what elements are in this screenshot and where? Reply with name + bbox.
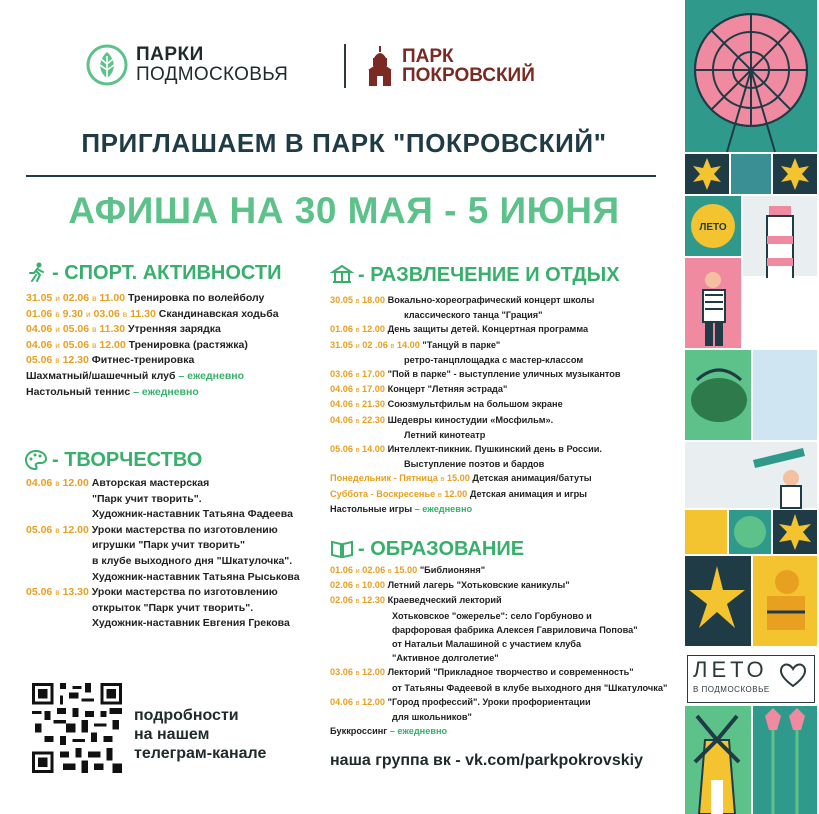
carousel-icon: [330, 263, 354, 287]
sport-list-item: [26, 338, 279, 354]
tg-line3: телеграм-канале: [134, 745, 267, 762]
event-text: "Город профессий". Уроки профориентации: [385, 696, 591, 707]
event-text: от Натальи Малашиной с участием клуба: [392, 639, 582, 650]
event-text: Тренировка (растяжка): [125, 338, 248, 351]
fun-list-item: [330, 428, 621, 442]
event-date: 02.06 в 12.30: [330, 595, 386, 606]
logo2-line1: ПАРК: [402, 46, 454, 67]
event-date: 03.06 в 17.00: [330, 369, 386, 380]
event-date: Понедельник - Пятница в 15.00: [330, 473, 470, 484]
fun-list-item: [330, 322, 621, 337]
event-date: 04.06 и 05.06 в 11.30: [26, 323, 126, 336]
sport-list-item: [26, 385, 279, 401]
edu-list-item: [330, 578, 667, 593]
event-text: Летний лагерь "Хотьковские каникулы": [385, 580, 570, 591]
event-text: Художник-наставник Татьяна Фадеева: [92, 508, 293, 521]
event-text: День защиты детей. Концертная программа: [385, 324, 589, 335]
parki-podmoskovya-logo: [86, 44, 288, 86]
event-text: Детская анимация и игры: [467, 488, 588, 499]
section-sport-title: [24, 261, 281, 285]
edu-list: [330, 563, 667, 738]
edu-list-item: [330, 710, 667, 724]
event-text: "Парк учит творить".: [92, 492, 202, 505]
fun-list-item: [330, 487, 621, 502]
fun-list-item: [330, 457, 621, 471]
fun-list-item: [330, 338, 621, 353]
park-pokrovskiy-logo: [364, 44, 535, 88]
fun-list-item: [330, 382, 621, 397]
sport-list-item: [26, 322, 279, 338]
event-text: для школьников": [392, 712, 472, 723]
event-text: классического танца "Грация": [404, 310, 543, 321]
section-edu-title: [330, 537, 524, 561]
fun-list-item: [330, 293, 621, 308]
fun-list-item: [330, 502, 621, 516]
event-frequency: – ежедневно: [412, 503, 473, 514]
edu-list-item: [330, 695, 667, 710]
art-list-item: [26, 492, 300, 508]
event-frequency: – ежедневно: [130, 385, 199, 398]
event-date: 04.06 в 21.30: [330, 399, 386, 410]
event-date: 01.06 и 02.06 в 15.00: [330, 565, 418, 575]
svg-text:ЛЕТО: ЛЕТО: [699, 222, 727, 233]
event-text: Настольный теннис: [26, 385, 131, 398]
event-date: 05.06 в 12.00: [26, 523, 89, 536]
runner-icon: [24, 261, 48, 285]
section-sport-label: - СПОРТ. АКТИВНОСТИ: [52, 261, 282, 284]
section-edu-label: - ОБРАЗОВАНИЕ: [358, 537, 525, 560]
event-date: 05.06 в 13.30: [26, 586, 89, 599]
event-date: 04.06 и 05.06 в 12.00: [26, 338, 126, 351]
art-list-item: [26, 616, 300, 632]
event-text: в клубе выходного дня "Шкатулочка".: [92, 554, 293, 567]
logo1-line2: ПОДМОСКОВЬЯ: [136, 64, 289, 85]
event-text: ретро-танцплощадка с мастер-классом: [404, 354, 584, 365]
event-text: Утренняя зарядка: [125, 323, 221, 336]
event-frequency: – ежедневно: [175, 369, 245, 382]
art-list-item: [26, 570, 300, 586]
sport-list-item: [26, 353, 279, 369]
art-list-item: [26, 601, 300, 617]
event-date: 02.06 в 10.00: [330, 580, 386, 591]
event-text: игрушки "Парк учит творить": [92, 539, 246, 552]
fun-list-item: [330, 442, 621, 457]
event-date: 01.06 в 9.30 и 03.06 в 11.30: [26, 307, 156, 320]
sport-list: [26, 291, 279, 400]
art-list-item: [26, 476, 300, 492]
event-text: Союзмультфильм на большом экране: [385, 399, 563, 410]
heading-rule: [26, 175, 656, 177]
event-date: 04.06 в 22.30: [330, 414, 386, 425]
art-list-item: [26, 523, 300, 539]
event-text: Уроки мастерства по изготовлению: [88, 586, 278, 599]
tg-line2: на нашем: [134, 726, 210, 743]
fun-list-item: [330, 471, 621, 486]
event-text: Концерт "Летняя эстрада": [385, 384, 508, 395]
fun-list-item: [330, 413, 621, 428]
event-text: "Танцуй в парке": [419, 339, 501, 350]
section-fun-label: - РАЗВЛЕЧЕНИЕ И ОТДЫХ: [358, 263, 620, 286]
event-text: Вокально-хореографический концерт школы: [385, 295, 595, 305]
event-text: Буккроссинг: [330, 726, 388, 737]
event-date: 04.06 в 17.00: [330, 384, 386, 395]
leto-badge-title: ЛЕТО: [693, 657, 768, 682]
fun-list-item: [330, 308, 621, 322]
section-fun-title: [330, 263, 620, 287]
leaf-logo-icon: [86, 44, 128, 86]
event-text: открыток "Парк учит творить".: [92, 601, 254, 614]
event-text: Настольные игры: [330, 503, 413, 514]
event-text: Лекторий "Прикладное творчество и современность": [385, 667, 634, 678]
event-date: 31.05 и 02.06 в 11.00: [26, 292, 126, 304]
event-text: "Библионяня": [417, 565, 486, 575]
art-list-item: [26, 538, 300, 554]
edu-list-item: [330, 724, 667, 738]
event-text: Уроки мастерства по изготовлению: [88, 523, 278, 536]
edu-list-item: [330, 681, 667, 695]
event-text: Хотьковское "ожерелье": село Горбуново и: [392, 610, 592, 621]
event-date: Суббота - Воскресенье в 12.00: [330, 488, 468, 499]
section-art-title: [24, 448, 202, 472]
event-frequency: – ежедневно: [387, 726, 448, 737]
event-text: Интеллект-пикник. Пушкинский день в России.: [385, 444, 602, 455]
edu-list-item: [330, 609, 667, 623]
event-text: Шахматный/шашечный клуб: [26, 369, 176, 382]
event-date: 30.05 в 18.00: [330, 295, 386, 305]
art-list: [26, 476, 300, 632]
section-art-label: - ТВОРЧЕСТВО: [52, 448, 203, 471]
logo1-line1: ПАРКИ: [136, 44, 204, 65]
event-text: "Активное долголетие": [392, 653, 499, 664]
palette-icon: [24, 448, 48, 472]
fun-list: [330, 293, 621, 516]
event-text: Художник-наставник Евгения Грекова: [92, 617, 290, 630]
qr-code[interactable]: [32, 683, 122, 773]
event-date: 03.06 в 12.00: [330, 667, 386, 678]
event-text: Тренировка по волейболу: [125, 292, 265, 304]
sport-list-item: [26, 307, 279, 323]
event-text: Скандинавская ходьба: [155, 307, 279, 320]
sport-list-item: [26, 369, 279, 385]
telegram-caption: [134, 706, 266, 763]
edu-list-item: [330, 593, 667, 608]
event-text: Авторская мастерская: [88, 477, 210, 489]
logo-divider: [344, 44, 346, 88]
logo2-line2: ПОКРОВСКИЙ: [402, 65, 535, 86]
event-text: Художник-наставник Татьяна Рыськова: [92, 570, 300, 583]
fun-list-item: [330, 397, 621, 412]
event-text: фарфоровая фабрика Алексея Гавриловича Попова": [392, 624, 638, 635]
fun-list-item: [330, 353, 621, 367]
event-date: 05.06 в 12.30: [26, 354, 89, 367]
event-text: Краеведческий лекторий: [385, 595, 502, 606]
event-text: Детская анимация/батуты: [469, 473, 592, 484]
invite-heading: ПРИГЛАШАЕМ В ПАРК "ПОКРОВСКИЙ": [81, 128, 607, 158]
event-text: от Татьяны Фадеевой в клубе выходного дня "Шкатулочка": [392, 682, 668, 693]
book-icon: [330, 537, 354, 561]
vk-group-link[interactable]: наша группа вк - vk.com/parkpokrovskiy: [330, 752, 643, 769]
event-text: "Пой в парке" - выступление уличных музыкантов: [385, 369, 621, 380]
event-text: Выступление поэтов и бардов: [404, 459, 545, 470]
edu-list-item: [330, 665, 667, 680]
church-logo-icon: [364, 44, 396, 88]
sport-list-item: [26, 291, 279, 307]
event-date: 31.05 и 02 .06 в 14.00: [330, 339, 420, 350]
event-text: Шедевры киностудии «Мосфильм».: [385, 414, 554, 425]
event-date: 05.06 в 14.00: [330, 444, 386, 455]
edu-list-item: [330, 563, 667, 578]
heart-icon: [778, 662, 808, 688]
edu-list-item: [330, 651, 667, 665]
event-text: Фитнес-тренировка: [88, 354, 195, 367]
leto-badge-subtitle: В ПОДМОСКОВЬЕ: [693, 685, 770, 694]
event-text: Летний кинотеатр: [404, 429, 486, 440]
art-list-item: [26, 554, 300, 570]
event-date: 01.06 в 12.00: [330, 324, 386, 335]
edu-list-item: [330, 623, 667, 637]
art-list-item: [26, 507, 300, 523]
edu-list-item: [330, 637, 667, 651]
event-date: 04.06 в 12.00: [26, 477, 89, 489]
afisha-title: АФИША НА 30 МАЯ - 5 ИЮНЯ: [68, 190, 620, 231]
event-date: 04.06 в 12.00: [330, 696, 386, 707]
art-list-item: [26, 585, 300, 601]
fun-list-item: [330, 367, 621, 382]
tg-line1: подробности: [134, 707, 239, 724]
